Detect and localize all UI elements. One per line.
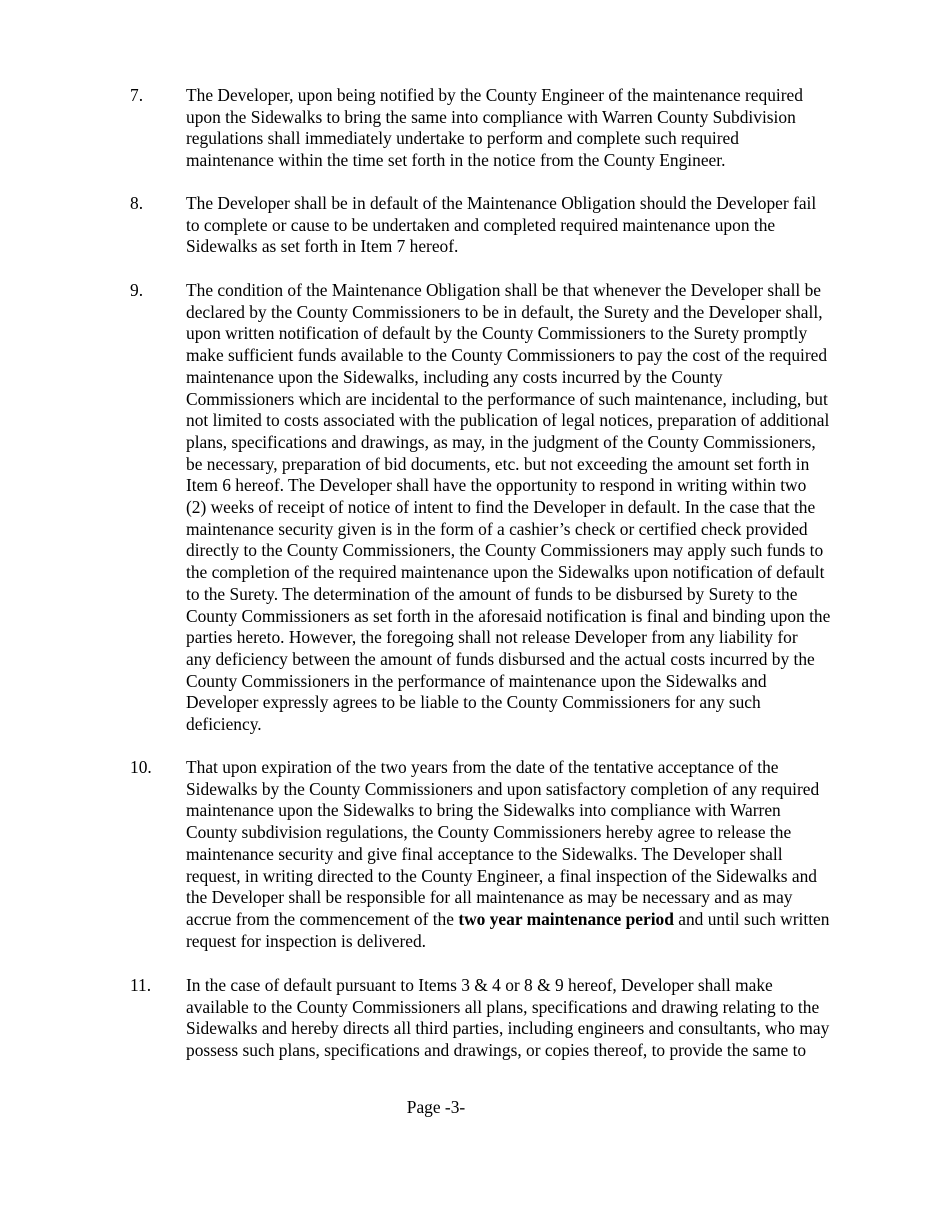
page-number-footer: Page -3- bbox=[406, 1097, 466, 1117]
item-number: 7. bbox=[130, 85, 144, 105]
item-text: The Developer shall be in default of the Maintenance Obligation should the Developer fail to complete or cause to be undertaken and completed required maintenance upon the Sidewalks as set forth in Item 7 hereof. bbox=[186, 193, 817, 257]
item-text: The condition of the Maintenance Obligation shall be that whenever the Developer shall be declared by the County Commissioners to be in default, the Surety and the Developer shall, upon written notification of default by the County Commissioners to the Surety promptly make sufficient funds available to the County Commissioners to pay the cost of the required maintenance upon the Sidewalks, including any costs incurred by the County Commissioners which are incidental to the performance of such maintenance, including, but not limited to costs associated with the publication of legal notices, preparation of additional plans, specifications and drawings, as may, in the judgment of the County Commissioners, be necessary, preparation of bid documents, etc. but not exceeding the amount set forth in Item 6 hereof. The Developer shall have the opportunity to respond in writing within two (2) weeks of receipt of notice of intent to find the Developer in default. In the case that the maintenance security given is in the form of a cashier’s check or certified check provided directly to the County Commissioners, the County Commissioners may apply such funds to the completion of the required maintenance upon the Sidewalks upon notification of default to the Surety. The determination of the amount of funds to be disbursed by Surety to the County Commissioners as set forth in the aforesaid notification is final and binding upon the parties hereto. However, the foregoing shall not release Developer from any liability for any deficiency between the amount of funds disbursed and the actual costs incurred by the County Commissioners in the performance of maintenance upon the Sidewalks and Developer expressly agrees to be liable to the County Commissioners for any such deficiency. bbox=[186, 280, 831, 735]
item-number: 8. bbox=[130, 193, 144, 213]
item-text: In the case of default pursuant to Items 3 & 4 or 8 & 9 hereof, Developer shall make available to the County Commissioners all plans, specifications and drawing relating to the Sidewalks and hereby directs all third parties, including engineers and consultants, who may possess such plans, specifications and drawings, or copies thereof, to provide the same to bbox=[186, 975, 830, 1061]
item-text-part-2: and until such written request for inspection is delivered. bbox=[186, 908, 830, 951]
list-item-8 bbox=[130, 193, 890, 258]
item-text: The Developer, upon being notified by the County Engineer of the maintenance required upon the Sidewalks to bring the same into compliance with Warren County Subdivision regulations shall immediately undertake to perform and complete such required maintenance within the time set forth in the notice from the County Engineer. bbox=[186, 85, 803, 171]
item-text-part-1: That upon expiration of the two years from the date of the tentative acceptance of the Sidewalks by the County Commissioners and upon satisfactory completion of any required maintenance upon the Sidewalks to bring the Sidewalks into compliance with Warren County subdivision regulations, the County Commissioners hereby agree to release the maintenance security and give final acceptance to the Sidewalks. The Developer shall request, in writing directed to the County Engineer, a final inspection of the Sidewalks and the Developer shall be responsible for all maintenance as may be necessary and as may accrue from the commencement of the bbox=[186, 757, 820, 929]
list-item-7 bbox=[130, 85, 890, 172]
item-number: 10. bbox=[130, 757, 152, 777]
item-text-bold: two year maintenance period bbox=[458, 908, 674, 929]
item-text bbox=[186, 757, 890, 952]
item-number: 11. bbox=[130, 975, 152, 995]
list-item-9 bbox=[130, 280, 890, 736]
list-item-11 bbox=[130, 975, 890, 1062]
item-number: 9. bbox=[130, 280, 144, 300]
list-item-10 bbox=[130, 757, 890, 952]
